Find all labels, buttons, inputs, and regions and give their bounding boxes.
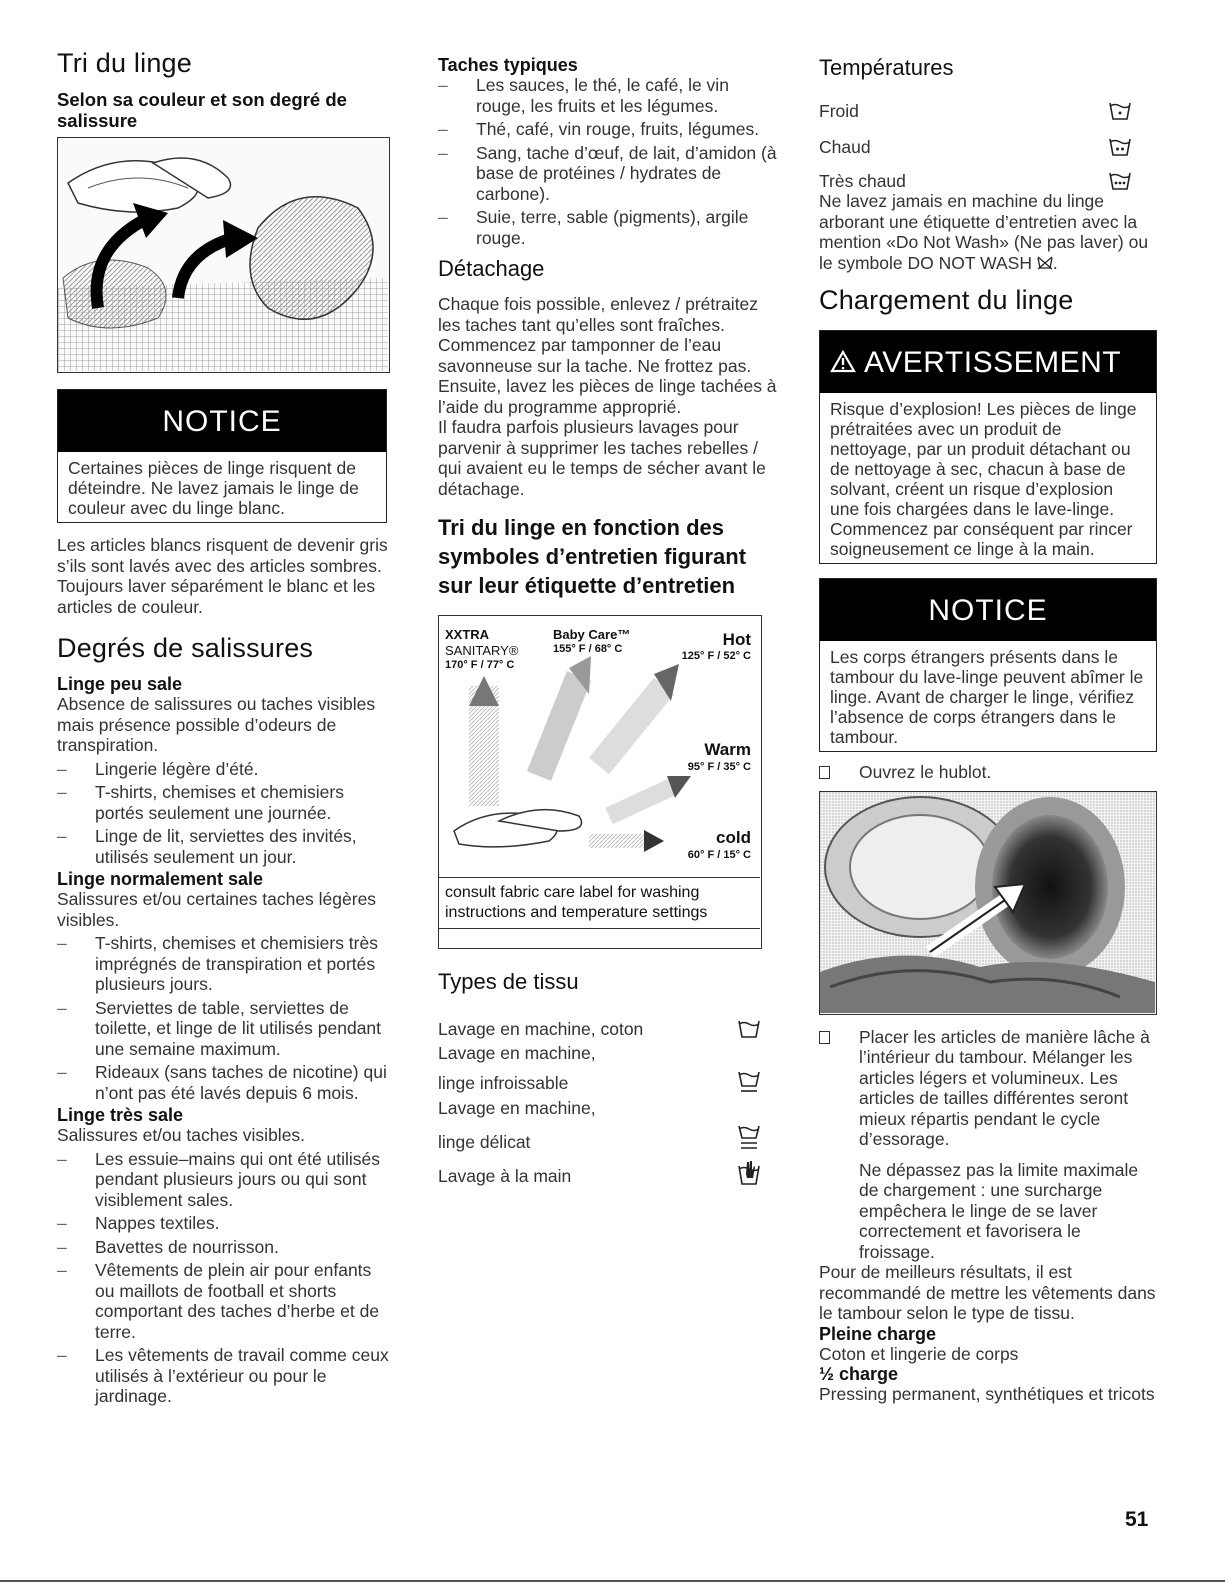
wash-warm-icon [1109,137,1131,157]
section-title-soil-degrees: Degrés de salissures [57,633,314,663]
warning-text: Risque d’explosion! Les pièces de linge prétraitées avec un produit de nettoyage, par un produit détachant ou de nettoyage à sec, chacun à base de solvant, créent un risque d’explosion une fois chargées dans le lave-linge. Commencez par conséquent par rincer soigneusement ce linge à la main. [830,399,1137,559]
heavy-soil-list [57,1149,392,1407]
temp-row [819,165,1131,191]
do-not-wash-text: Ne lavez jamais en machine du linge arborant une étiquette d’entretien avec la mention «Do Not Wash» (Ne pas laver) ou le symbole DO NOT WASH [819,191,1149,273]
temp-label: Froid [819,100,859,121]
do-not-wash-icon [1037,256,1053,270]
wash-tub-icon [738,1019,760,1039]
light-soil-list [57,759,392,868]
normal-soil-text: Salissures et/ou certaines taches légères visibles. [57,889,377,930]
page-number: 51 [1125,1508,1149,1531]
list-item: – Vêtements de plein air pour enfants ou maillots de football et shorts comportant des taches d’herbe et de terre. [57,1260,392,1342]
wash-tub-permanent-press-icon [738,1070,760,1094]
wash-cold-icon [1109,101,1131,121]
fabric-label: linge délicat [438,1131,531,1152]
list-item: – Les sauces, le thé, le café, le vin rouge, les fruits et les légumes. [438,75,778,116]
list-item: – Thé, café, vin rouge, fruits, légumes. [438,119,778,140]
notice-box-color [57,389,387,523]
list-item: – T-shirts, chemises et chemisiers très imprégnés de transpiration et portés plusieurs jours. [57,933,392,995]
fabric-row [438,1160,760,1186]
hand-wash-icon [738,1160,760,1186]
temp-label: Chaud [819,136,871,157]
column-right [819,55,1159,1405]
heading-heavy-soil: Linge très sale [57,1105,184,1125]
step-text: Placer les articles de manière lâche à l’intérieur du tambour. Mélanger les articles légers et volumineux. Les articles de tailles différentes seront mieux répartis pendant le cycle d’essorage. [859,1026,1150,1149]
heading-typical-stains: Taches typiques [438,55,578,75]
list-item [819,762,1159,783]
list-item: – Les vêtements de travail comme ceux utilisés à l’extérieur ou pour le jardinage. [57,1345,392,1407]
temp-row [819,95,1131,121]
paragraph: Chaque fois possible, enlevez / prétraitez les taches tant qu’elles sont fraîches. [438,294,759,335]
heading-normal-soil: Linge normalement sale [57,869,264,889]
stain-removal-text [438,294,778,499]
list-item: – Linge de lit, serviettes des invités, utilisés seulement un jour. [57,826,392,867]
label-hot: Hot [722,630,751,649]
footer-rule [0,1580,1225,1582]
temp-row [819,131,1131,157]
washer-drum-photo [819,791,1157,1015]
label-sanitary: SANITARY® [445,643,519,658]
fabric-label: Lavage à la main [438,1165,572,1186]
full-load-text: Coton et lingerie de corps [819,1343,1019,1364]
notice-label: NOTICE [58,390,386,452]
notice-text: Certaines pièces de linge risquent de déteindre. Ne lavez jamais le linge de couleur avec du linge blanc. [68,458,359,518]
step-text: Ouvrez le hublot. [859,762,992,782]
do-not-wash-paragraph: Ne lavez jamais en machine du linge arborant une étiquette d’entretien avec la mention «Do Not Wash» (Ne pas laver) ou le symbole DO NOT WASH . [819,191,1149,273]
fabric-row [438,1015,760,1039]
list-item: – Suie, terre, sable (pigments), argile rouge. [438,207,778,248]
figure-caption [439,877,760,929]
warning-band [820,331,1156,393]
wash-hot-icon [1109,171,1131,191]
fabric-label: Lavage en machine, coton [438,1018,644,1039]
list-item: – Nappes textiles. [57,1213,392,1234]
paragraph: Commencez par tamponner de l’eau savonneuse sur la tache. Ne frottez pas. [438,335,752,376]
stains-list [438,75,778,248]
section-title-sorting: Tri du linge [57,48,192,78]
wash-tub-delicate-icon [738,1124,760,1152]
laundry-basket-illustration [57,137,390,373]
overload-warning-text: Ne dépassez pas la limite maximale de chargement : une surcharge empêchera le linge de se laver correctement et favorisera le froissage. [859,1159,1139,1262]
list-item: – Les essuie–mains qui ont été utilisés pendant plusieurs jours ou qui sont visiblement sales. [57,1149,392,1211]
temp-label: Très chaud [819,170,906,191]
temperature-table [819,95,1131,191]
white-articles-paragraph: Les articles blancs risquent de devenir gris s’ils sont lavés avec des articles sombres. Toujours laver séparément le blanc et les articles de couleur. [57,535,388,617]
notice-text: Les corps étrangers présents dans le tambour du lave-linge peuvent abîmer le linge. Avant de charger le linge, vérifiez l’absence de corps étrangers dans le tambour. [830,647,1144,747]
best-results-paragraph: Pour de meilleurs résultats, il est recommandé de mettre les vêtements dans le tambour selon le type de tissu. [819,1262,1156,1323]
paragraph: Il faudra parfois plusieurs lavages pour parvenir à supprimer les taches rebelles / qui avaient eu le temps de sécher avant le détachage. [438,417,766,499]
step-open-door [819,762,1159,783]
step-place-articles [819,1027,1159,1150]
list-item [819,1027,1159,1150]
subtitle-color: Selon sa couleur et son degré de salissure [57,89,347,131]
fabric-types-table [438,1015,760,1186]
column-left [57,48,392,1407]
fabric-label: Lavage en machine, [438,1043,596,1063]
label-cold-temp: 60° F / 15° C [687,849,751,861]
checkbox-bullet [819,766,830,779]
warning-box-explosion [819,330,1157,564]
list-item: – T-shirts, chemises et chemisiers portés seulement une journée. [57,782,392,823]
list-item: – Bavettes de nourrisson. [57,1237,392,1258]
heavy-soil-text: Salissures et/ou taches visibles. [57,1125,306,1145]
list-item: – Lingerie légère d’été. [57,759,392,780]
label-baby-care-temp: 155° F / 68° C [553,643,623,655]
list-item: – Sang, tache d’œuf, de lait, d’amidon (à base de protéines / hydrates de carbone). [438,143,778,205]
half-load-text: Pressing permanent, synthétiques et tricots [819,1384,1155,1404]
label-sanitary-temp: 170° F / 77° C [445,659,515,671]
fabric-label: linge infroissable [438,1073,569,1093]
label-warm-temp: 95° F / 35° C [687,761,751,773]
warning-triangle-icon [830,350,856,373]
checkbox-bullet [819,1031,830,1044]
section-title-stain-removal: Détachage [438,256,545,281]
heading-full-load: Pleine charge [819,1323,937,1344]
column-middle [438,55,778,1186]
temperature-settings-figure [438,615,762,949]
label-xxtra: XXTRA [445,627,490,642]
fabric-row [438,1043,760,1094]
label-cold: cold [716,828,751,847]
heading-light-soil: Linge peu sale [57,674,183,694]
fabric-label: Lavage en machine, [438,1097,596,1118]
list-item: – Rideaux (sans taches de nicotine) qui n’ont pas été lavés depuis 6 mois. [57,1062,392,1103]
section-title-temperatures: Températures [819,55,954,80]
notice-label: NOTICE [820,579,1156,641]
section-title-care-symbols: Tri du linge en fonction des symboles d’entretien figurant sur leur étiquette d’entretien [438,515,747,598]
warning-label: AVERTISSEMENT [864,346,1122,379]
label-baby-care: Baby Care™ [553,627,631,642]
label-warm: Warm [704,740,751,759]
normal-soil-list [57,933,392,1103]
caption-text: consult fabric care label for washing instructions and temperature settings [445,884,708,921]
list-item: – Serviettes de table, serviettes de toilette, et linge de lit utilisés pendant une semaine maximum. [57,998,392,1060]
heading-half-load: ½ charge [819,1364,899,1384]
paragraph: Ensuite, lavez les pièces de linge tachées à l’aide du programme approprié. [438,376,777,417]
section-title-loading: Chargement du linge [819,285,1074,315]
fabric-row [438,1098,760,1153]
notice-box-foreign-objects [819,578,1157,752]
label-hot-temp: 125° F / 52° C [681,650,751,662]
light-soil-text: Absence de salissures ou taches visibles mais présence possible d’odeurs de transpiration. [57,694,376,755]
section-title-fabric-types: Types de tissu [438,969,579,994]
